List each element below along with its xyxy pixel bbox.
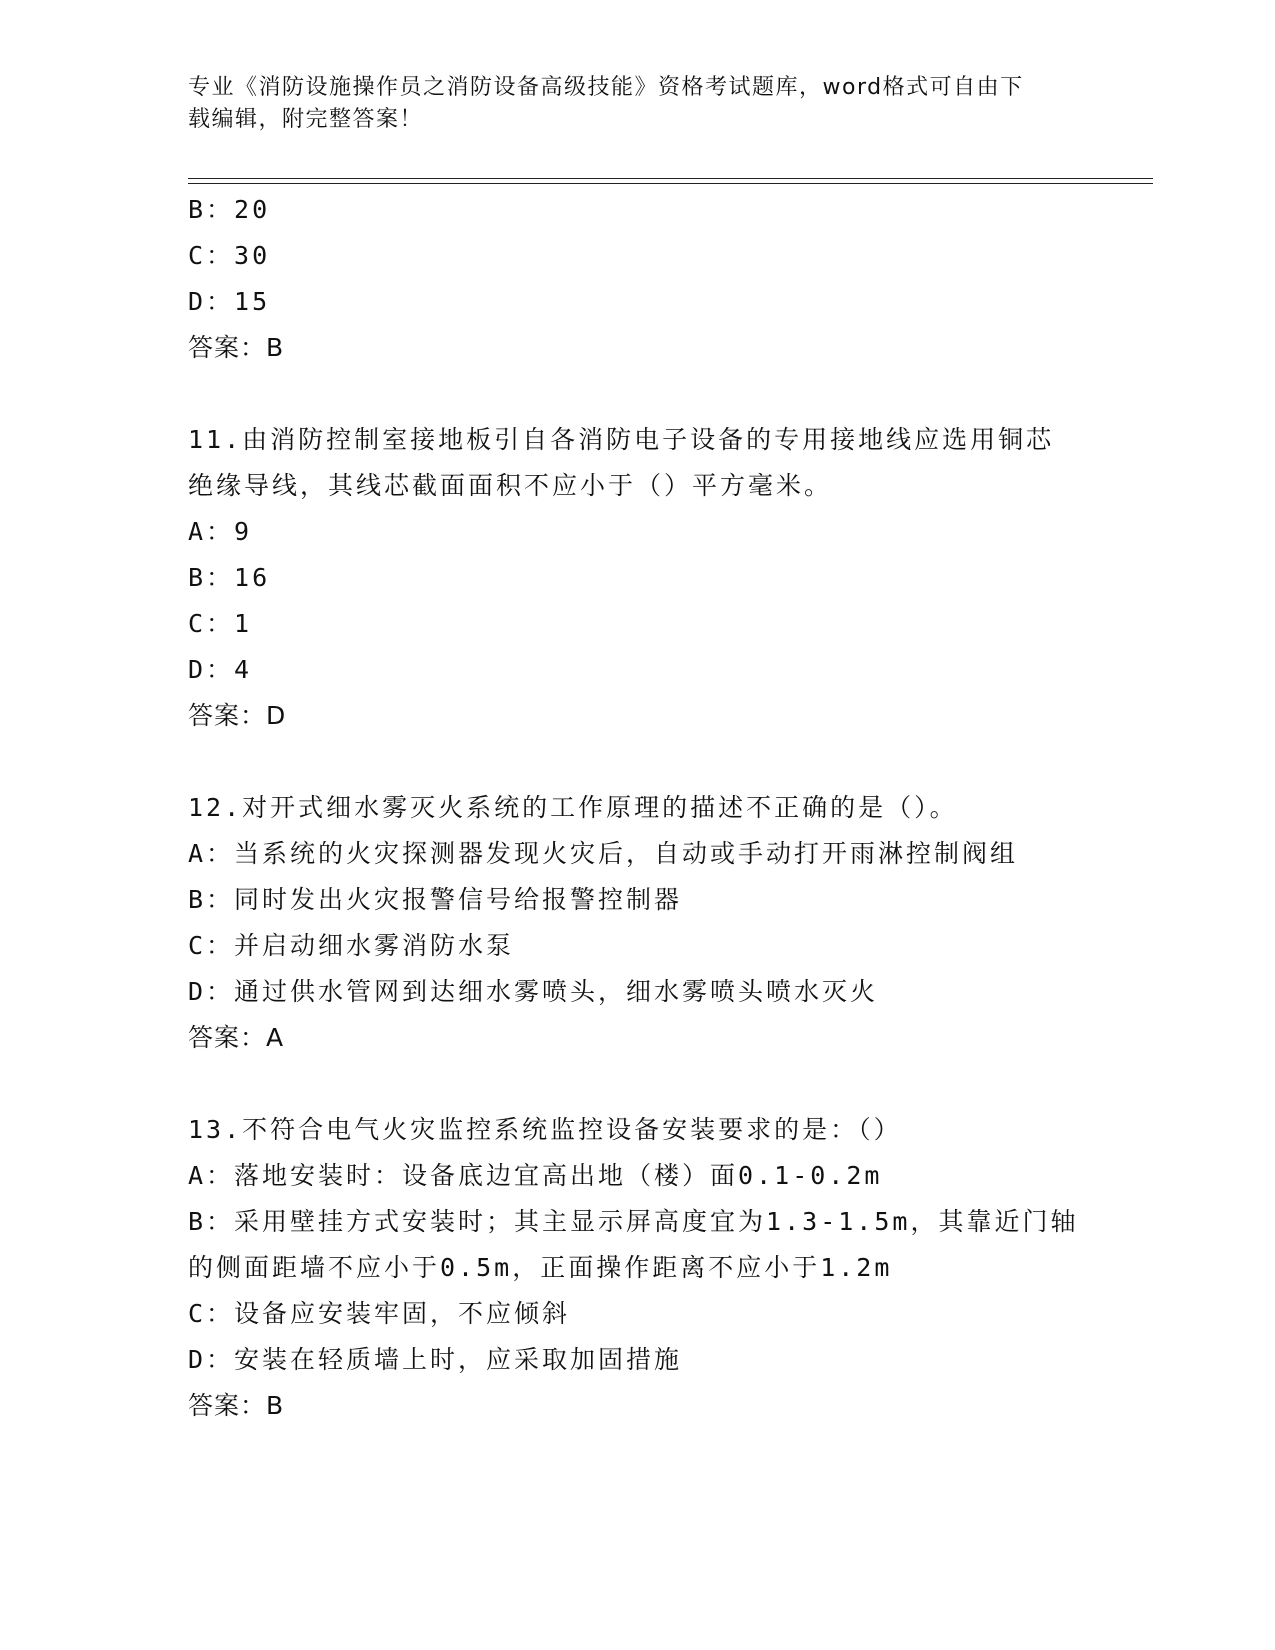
option-a: A：当系统的火灾探测器发现火灾后，自动或手动打开雨淋控制阀组 [188, 839, 1019, 868]
option-b: B：16 [188, 563, 271, 592]
question-12 [188, 785, 1088, 1061]
option-d: D：安装在轻质墙上时，应采取加固措施 [188, 1345, 683, 1374]
option-b: B：采用壁挂方式安装时；其主显示屏高度宜为1.3-1.5m，其靠近门轴 [188, 1207, 1079, 1236]
answer: 答案：B [188, 333, 285, 362]
option-a: A：落地安装时：设备底边宜高出地（楼）面0.1-0.2m [188, 1161, 883, 1190]
question-list [188, 187, 1088, 1429]
question-13 [188, 1107, 1088, 1429]
option-c: C：并启动细水雾消防水泵 [188, 931, 515, 960]
header-divider-top [188, 178, 1153, 179]
option-c: C：1 [188, 609, 253, 638]
header-divider-bottom [188, 183, 1153, 184]
answer: 答案：D [188, 701, 287, 730]
option-c: C：30 [188, 241, 271, 270]
option-d: D：15 [188, 287, 271, 316]
answer: 答案：A [188, 1023, 285, 1052]
previous-question [188, 187, 1088, 371]
option-b: B：同时发出火灾报警信号给报警控制器 [188, 885, 683, 914]
document-header [188, 72, 1078, 136]
question-11 [188, 417, 1088, 739]
option-a: A：9 [188, 517, 253, 546]
question-text: 12.对开式细水雾灭火系统的工作原理的描述不正确的是（）。 [188, 793, 958, 822]
option-d: D：4 [188, 655, 253, 684]
option-c: C：设备应安装牢固，不应倾斜 [188, 1299, 571, 1328]
option-b: B：20 [188, 195, 271, 224]
answer: 答案：B [188, 1391, 285, 1420]
option-d: D：通过供水管网到达细水雾喷头，细水雾喷头喷水灭火 [188, 977, 879, 1006]
question-text: 11.由消防控制室接地板引自各消防电子设备的专用接地线应选用铜芯 [188, 425, 1055, 454]
header-line-2: 载编辑，附完整答案！ [188, 107, 424, 132]
question-text-continued: 绝缘导线，其线芯截面面积不应小于（）平方毫米。 [188, 471, 833, 500]
question-text: 13.不符合电气火灾监控系统监控设备安装要求的是：（） [188, 1115, 902, 1144]
header-line-1: 专业《消防设施操作员之消防设备高级技能》资格考试题库，word格式可自由下 [188, 75, 1024, 100]
option-b-continued: 的侧面距墙不应小于0.5m，正面操作距离不应小于1.2m [188, 1253, 893, 1282]
